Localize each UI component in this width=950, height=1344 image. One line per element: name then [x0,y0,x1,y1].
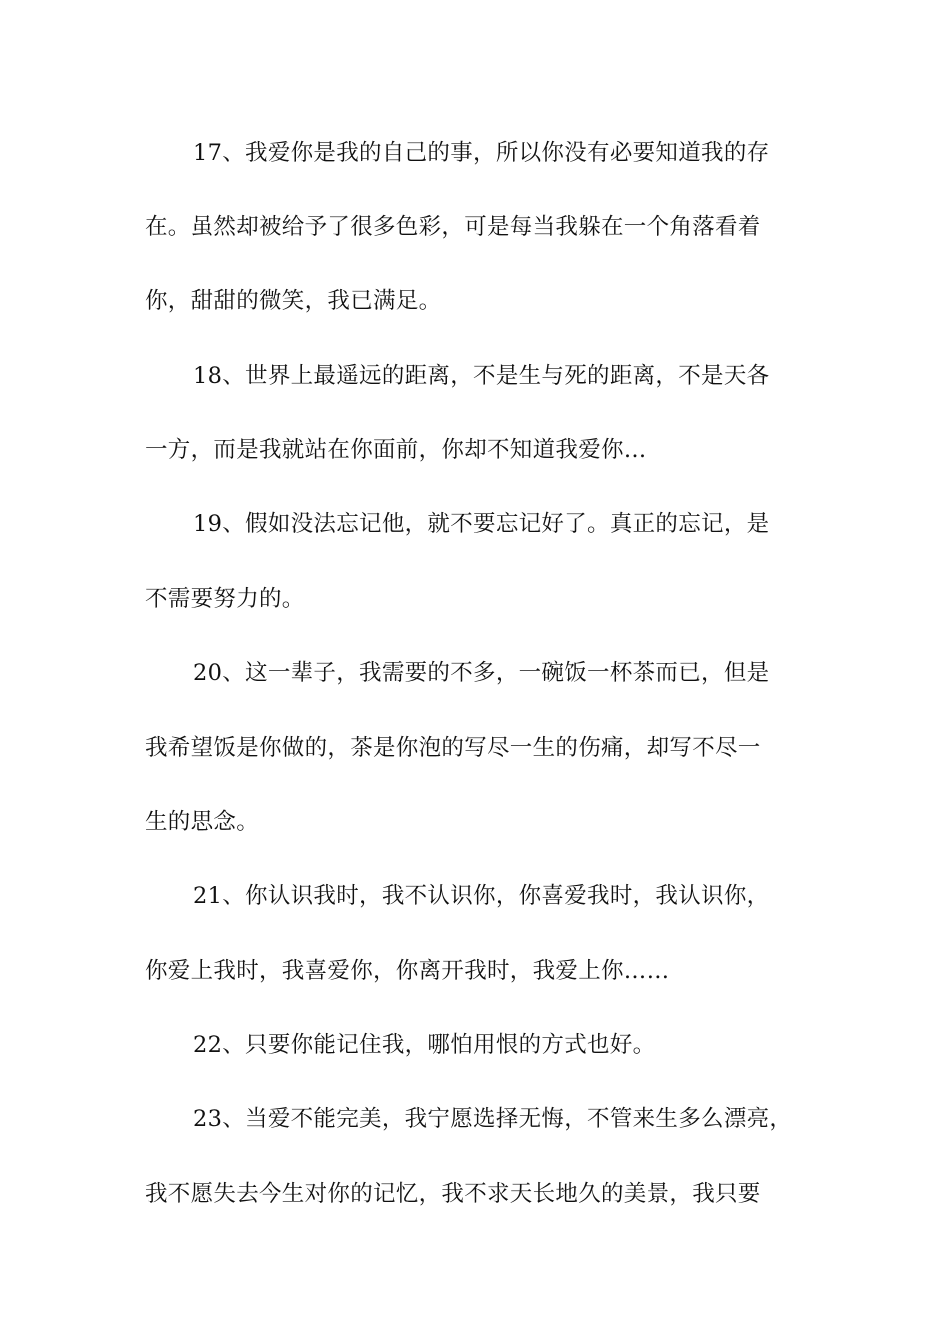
paragraph-line: 21、你认识我时，我不认识你，你喜爱我时，我认识你， [193,883,770,909]
paragraph-line: 19、假如没法忘记他，就不要忘记好了。真正的忘记，是 [193,511,770,537]
paragraph-line: 不需要努力的。 [145,586,305,612]
paragraph-line: 你爱上我时，我喜爱你，你离开我时，我爱上你…… [145,958,670,984]
paragraph-line: 你，甜甜的微笑，我已满足。 [145,288,442,314]
paragraph-line: 22、只要你能记住我，哪怕用恨的方式也好。 [193,1032,656,1058]
paragraph-line: 我希望饭是你做的，茶是你泡的写尽一生的伤痛，却写不尽一 [145,735,761,761]
paragraph-line: 23、当爱不能完美，我宁愿选择无悔，不管来生多么漂亮， [193,1106,793,1132]
paragraph-line: 18、世界上最遥远的距离，不是生与死的距离，不是天各 [193,363,770,389]
paragraph-line: 生的思念。 [145,809,260,835]
paragraph-line: 我不愿失去今生对你的记忆，我不求天长地久的美景，我只要 [145,1181,761,1207]
paragraph-line: 17、我爱你是我的自己的事，所以你没有必要知道我的存 [193,140,770,166]
paragraph-line: 在。虽然却被给予了很多色彩，可是每当我躲在一个角落看着 [145,214,761,240]
paragraph-line: 20、这一辈子，我需要的不多，一碗饭一杯茶而已，但是 [193,660,770,686]
paragraph-line: 一方，而是我就站在你面前，你却不知道我爱你… [145,437,647,463]
